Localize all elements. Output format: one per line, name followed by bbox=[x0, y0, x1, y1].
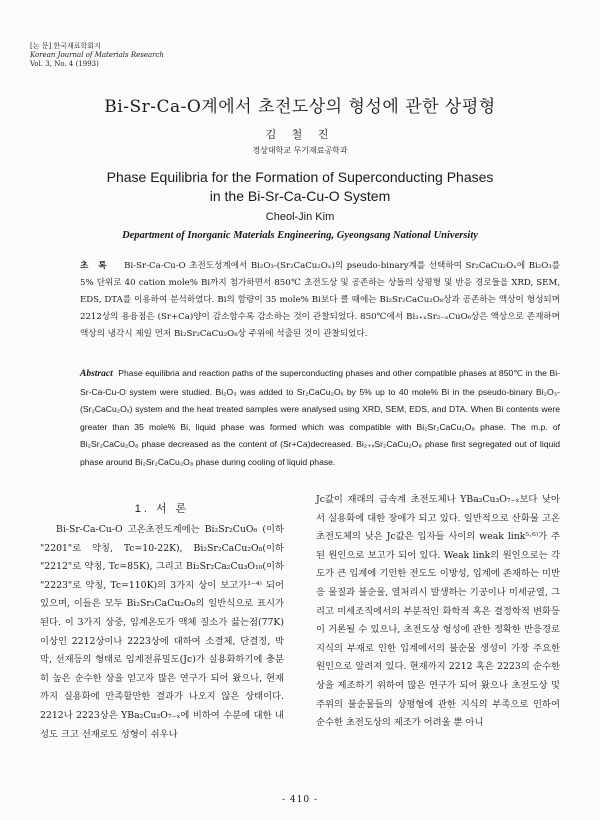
korean-affiliation: 경상대학교 무기재료공학과 bbox=[252, 146, 348, 155]
journal-category: [논 문] 한국재료학회지 bbox=[30, 42, 101, 50]
english-title-line-1: Phase Equilibria for the Formation of Superconducting Phases bbox=[106, 169, 494, 185]
body-column-right: Jc값이 재래의 금속계 초전도체나 YBa₂Cu₃O₇₋ₓ보다 낮아서 실용화에 대한 장애가 되고 있다. 일반적으로 산화물 고온 초전도체의 낮은 Jc값은 입자들 사이의 weak link⁵·⁶⁾가 주된 원인으로 보고가 되어 있다. Weak link의 원인으로는 각도가 큰 입계에 기인한 전도도 이방성, 입계에 존재하는 미반응 물질과 불순물, 열처리시 발생하는 기공이나 미세균열, 그리고 미세조직에서의 부분적인 화학적 혹은 결정학적 변화등이 거론될 수 있으나, 초전도상 형성에 관한 정확한 반응경로 지식의 부재로 인한 입계에서의 불순물 생성이 가장 주요한 원인으로 알려져 있다. 현재까지 2212 혹은 2223의 순수한 상을 제조하기 위하여 많은 연구가 되어 왔으나 초전도상 및 주위의 불순물들의 상평형에 관한 지식의 부족으로 인하여 순수한 초전도상의 제조가 어려울 뿐 아니 bbox=[316, 494, 560, 729]
journal-volume: Vol. 3, No. 4 (1993) bbox=[30, 60, 99, 68]
english-title-line-2: in the Bi-Sr-Ca-Cu-O System bbox=[209, 188, 391, 204]
section-heading-introduction: 1. 서 론 bbox=[134, 503, 190, 515]
korean-abstract-text: Bi-Sr-Ca-Cu-O 초전도성계에서 Bi₂O₃-(Sr₂CaCu₂Oₓ)의 pseudo-binary계를 선택하여 Sr₂CaCu₂Oₓ에 Bi₂O₃를 5% 단위로 40 cation mole% Bi까지 첨가하면서 850℃ 초전도상 및 공존하는 상들의 상평형 및 반응 경로들을 XRD, SEM, EDS, DTA를 이용하여 분석하였다. Bi의 함량이 35 mole% Bi보다 클 때에는 Bi₂Sr₂CaCu₂O₈상과 공존하는 액상이 형성되며 2212상의 용융점은 (Sr+Ca)양이 감소함수록 감소하는 것이 관찰되었다. 850℃에서 Bi₂₊ₓSr₂₋ₓCuO₆상은 액상으로 존재하며 액상의 냉각시 제일 먼저 Bi₂Sr₂CaCu₂O₈상 주위에 석출된 것이 관찰되었다. bbox=[80, 261, 560, 339]
english-title bbox=[0, 168, 600, 206]
korean-author: 김 철 진 bbox=[265, 128, 335, 141]
body-column-left: Bi-Sr-Ca-Cu-O 고온초전도계에는 Bi₂Sr₂CuO₆ (이하 "2201"로 약칭, Tc=10-22K), Bi₂Sr₂CaCu₂O₈(이하 "2212"로 약칭, Tc=85K), 그리고 Bi₂Sr₂Ca₂Cu₃O₁₀(이하 "2223"로 약칭, Tc=110K)의 3가지 상이 보고가¹⁻⁴⁾ 되어 있으며, 이들은 모두 Bi₂Sr₂CaCu₂O₈의 일반식으로 표시가 된다. 이 3가지 상중, 임계온도가 액체 질소가 끓는점(77K) 이상인 2212상이나 2223상에 대하여 소결체, 단결정, 박막, 선재등의 형태로 임계전류밀도(Jc)가 실용화하기에 충분히 높은 순수한 상을 얻고자 많은 연구가 되어 왔으나, 현재까지 실용화에 만족할만한 결과가 나오지 않은 상태이다. 2212나 2223상은 YBa₂Cu₃O₇₋ₓ에 비하여 수분에 대한 내성도 크고 선재로도 성형이 쉬우나 bbox=[40, 524, 284, 740]
korean-abstract-label: 초록 bbox=[80, 261, 117, 271]
korean-title: Bi-Sr-Ca-O계에서 초전도상의 형성에 관한 상평형 bbox=[104, 97, 496, 117]
page-number: - 410 - bbox=[282, 795, 318, 805]
journal-header bbox=[30, 42, 164, 69]
english-abstract-label: Abstract bbox=[80, 369, 113, 379]
english-abstract-text: Phase equilibria and reaction paths of the superconducting phases and other compatible phases at 850℃ in the Bi-Sr-Ca-Cu-O system were studied. Bi₂O₃ was added to Sr₂CaCu₂Oₓ by 5% up to 40 mole% Bi in the pseudo-binary Bi₂O₃-(Sr₂CaCu₂Oₓ) system and the heat treated samples were analysed using XRD, SEM, EDS, and DTA. When Bi contents were greater than 35 mole% Bi, liquid phase was formed which was compatible with Bi₂Sr₂CaCu₂O₈ phase. The m.p. of Bi₂Sr₂CaCu₂O₈ phase decreased as the content of (Sr+Ca)decreased. Bi₂₊ₓSr₂CaCu₂O₈ phase first segregated out of liquid phase around Bi₂Sr₂CaCu₂O₈ phase during cooling of liquid phase. bbox=[80, 368, 561, 467]
english-affiliation: Department of Inorganic Materials Engineering, Gyeongsang National University bbox=[122, 230, 478, 241]
korean-abstract bbox=[80, 258, 560, 343]
english-author: Cheol-Jin Kim bbox=[265, 211, 335, 223]
journal-name: Korean Journal of Materials Research bbox=[30, 51, 164, 59]
english-abstract bbox=[80, 365, 560, 471]
